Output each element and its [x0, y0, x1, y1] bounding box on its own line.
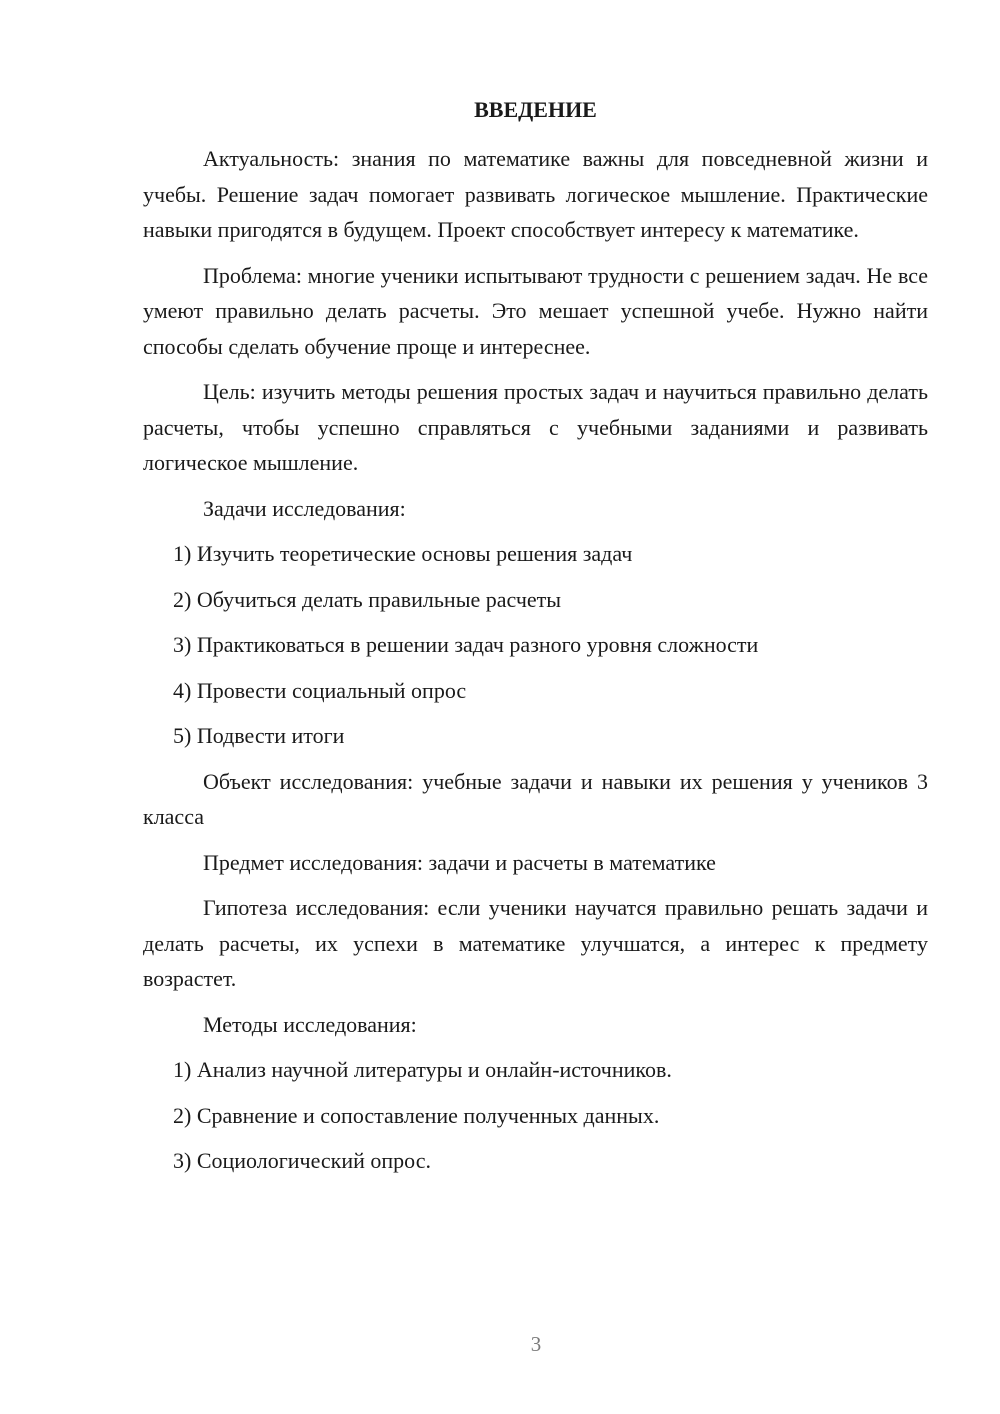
relevance-paragraph: Актуальность: знания по математике важны для повседневной жизни и учебы. Решение задач помогает развивать логическое мышление. Практические навыки пригодятся в будущем. Проект способствует интересу к математике. — [143, 146, 928, 242]
task-item: 2) Обучиться делать правильные расчеты — [173, 586, 562, 612]
problem-paragraph: Проблема: многие ученики испытывают трудности с решением задач. Не все умеют правильно делать расчеты. Это мешает успешной учебе. Нужно найти способы сделать обучение проще и интереснее. — [143, 262, 928, 359]
goal-paragraph: Цель: изучить методы решения простых задач и научиться правильно делать расчеты, чтобы успешно справляться с учебными заданиями и развивать логическое мышление. — [143, 379, 928, 475]
page-content — [143, 92, 928, 1189]
methods-heading: Методы исследования: — [203, 1011, 417, 1037]
page-number: 3 — [530, 1332, 542, 1356]
task-item: 4) Провести социальный опрос — [173, 677, 467, 703]
object-paragraph: Объект исследования: учебные задачи и навыки их решения у учеников 3 класса — [143, 768, 928, 829]
task-item: 3) Практиковаться в решении задач разного уровня сложности — [173, 632, 759, 657]
method-item: 2) Сравнение и сопоставление полученных данных. — [173, 1102, 660, 1128]
method-item: 3) Социологический опрос. — [173, 1148, 431, 1173]
task-item: 1) Изучить теоретические основы решения задач — [173, 541, 633, 566]
method-item: 1) Анализ научной литературы и онлайн-источников. — [173, 1057, 672, 1082]
page-title: ВВЕДЕНИЕ — [474, 97, 597, 122]
subject-paragraph: Предмет исследования: задачи и расчеты в математике — [203, 849, 716, 875]
task-item: 5) Подвести итоги — [173, 723, 345, 748]
tasks-heading: Задачи исследования: — [203, 495, 406, 521]
hypothesis-paragraph: Гипотеза исследования: если ученики научатся правильно решать задачи и делать расчеты, их успехи в математике улучшатся, а интерес к предмету возрастет. — [143, 895, 928, 991]
